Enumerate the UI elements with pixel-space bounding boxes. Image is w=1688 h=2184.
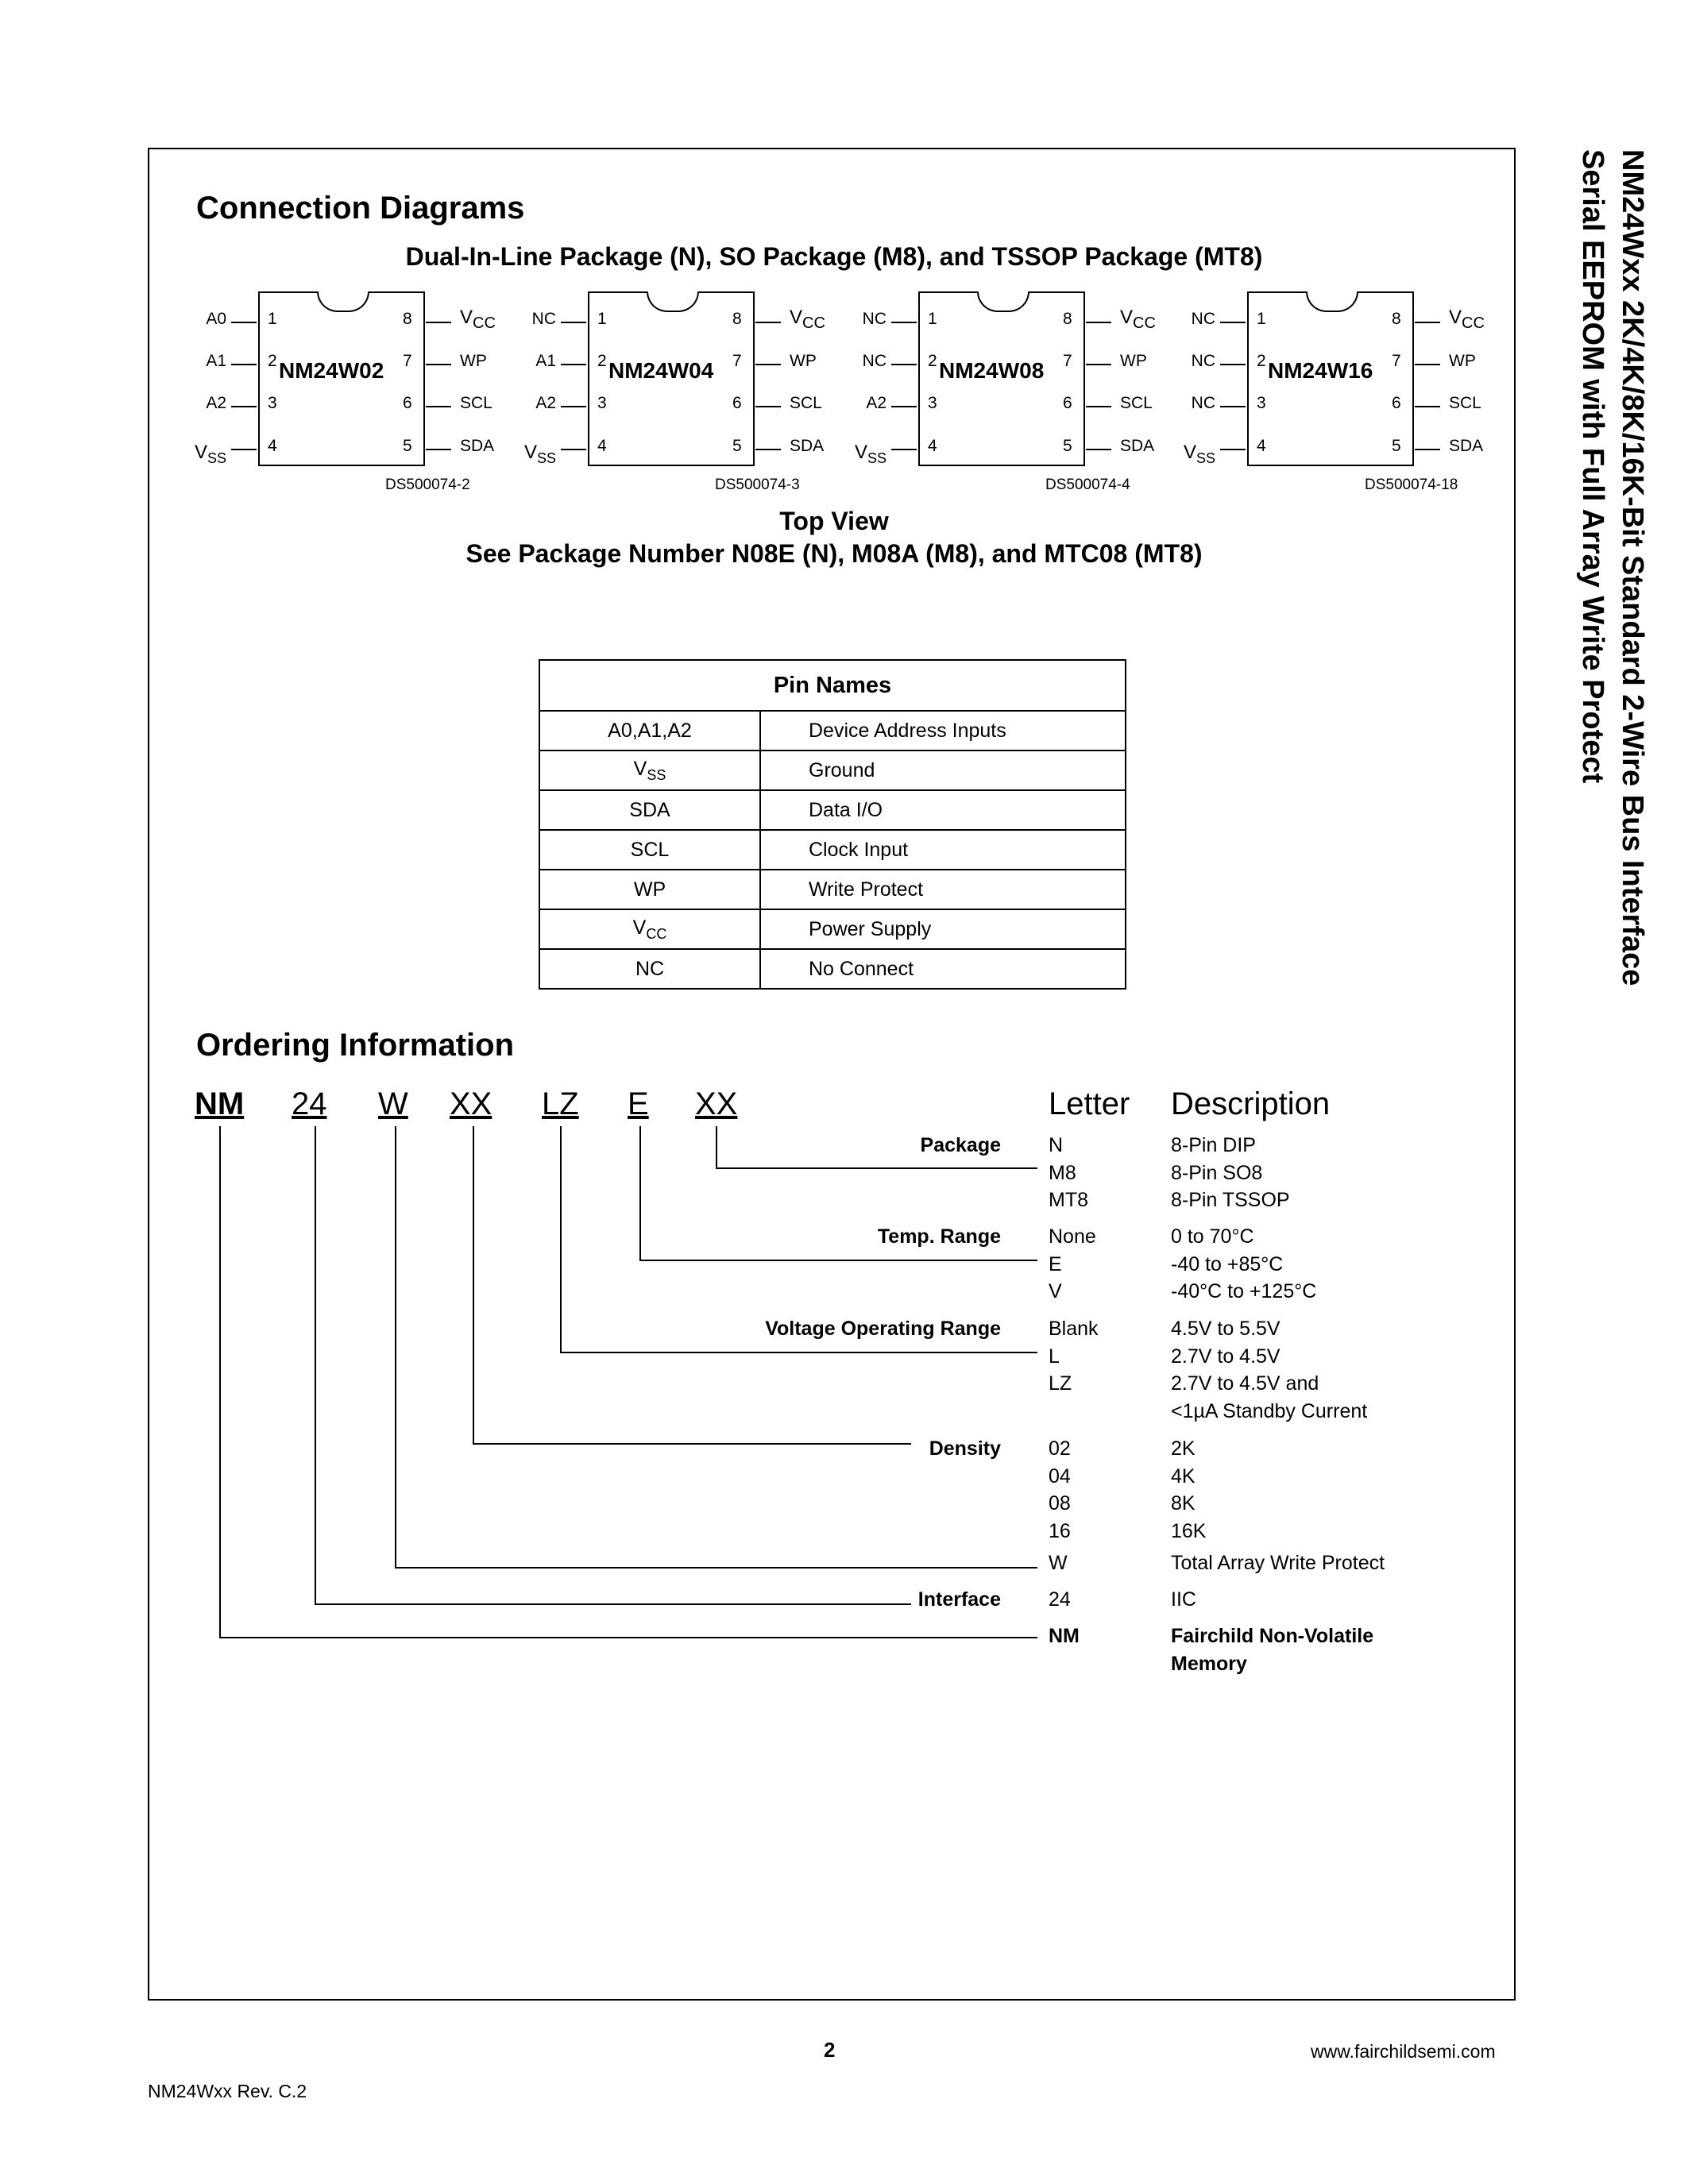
connector-voltage-h	[560, 1352, 1037, 1353]
pin-lead	[231, 364, 257, 365]
pin-number: 3	[928, 394, 937, 412]
option-letter: 24	[1049, 1588, 1071, 1611]
pin-label-text: NC	[1191, 310, 1215, 328]
pin-label-text: A2	[535, 394, 556, 412]
pin-lead	[231, 449, 257, 450]
code-part-xx-density: XX	[450, 1086, 492, 1121]
pin-number: 1	[1257, 310, 1266, 328]
pin-names-row	[539, 711, 1126, 751]
option-description: 8-Pin DIP	[1171, 1134, 1256, 1156]
option-description: 8-Pin TSSOP	[1171, 1189, 1290, 1211]
ordering-field-label: Density	[929, 1437, 1001, 1460]
connector-w-h	[395, 1567, 1037, 1569]
pin-lead	[891, 364, 917, 365]
pin-lead	[561, 322, 586, 323]
pin-name-text: SCL	[630, 838, 670, 861]
pin-number: 4	[928, 437, 937, 455]
pin-label-text: WP	[790, 352, 817, 370]
option-letter: M8	[1049, 1161, 1076, 1184]
option-letter: None	[1049, 1225, 1096, 1248]
pin-name-text: V	[633, 757, 647, 780]
pin-number: 7	[1063, 352, 1072, 370]
option-description: 2.7V to 4.5V and	[1171, 1372, 1319, 1395]
pin-label	[508, 394, 556, 413]
pin-number: 2	[1257, 352, 1266, 370]
pin-number: 8	[1063, 310, 1072, 328]
pin-label-subscript: SS	[207, 450, 226, 466]
pin1-notch	[317, 291, 369, 312]
pin-label	[1120, 352, 1147, 371]
connector-density-v	[473, 1126, 474, 1443]
pin-number: 8	[1392, 310, 1401, 328]
pin-name-cell	[539, 870, 760, 909]
pin-number: 6	[1063, 394, 1072, 412]
pin-name-text: A0,A1,A2	[608, 719, 692, 742]
pin-label	[179, 394, 226, 413]
pin-label	[790, 352, 817, 371]
pin-number: 7	[732, 352, 742, 370]
pin-label-text: V	[1449, 307, 1462, 328]
pin-description-cell: Power Supply	[760, 909, 1126, 949]
drawing-number: DS500074-18	[1365, 477, 1458, 493]
option-description: 2K	[1171, 1437, 1196, 1460]
pin-lead	[1415, 364, 1440, 365]
option-description: 2.7V to 4.5V	[1171, 1345, 1280, 1368]
pin-lead	[1220, 364, 1246, 365]
code-part-w: W	[378, 1086, 408, 1121]
option-description: 8-Pin SO8	[1171, 1161, 1263, 1184]
pin-name-text: NC	[635, 957, 665, 980]
pin-label-subscript: SS	[1196, 450, 1215, 466]
pin-lead	[561, 449, 586, 450]
pin-number: 6	[732, 394, 742, 412]
option-letter: Blank	[1049, 1318, 1099, 1340]
drawing-number: DS500074-3	[715, 477, 800, 493]
pin-label	[790, 394, 822, 413]
connector-nm-h	[219, 1637, 1037, 1638]
connection-heading: Connection Diagrams	[196, 191, 525, 226]
code-part-lz: LZ	[542, 1086, 579, 1121]
pin-number: 8	[732, 310, 742, 328]
pin-name-text: V	[632, 916, 647, 939]
pin-lead	[755, 364, 781, 365]
pin-label-text: SDA	[1449, 437, 1484, 455]
ic-package-body	[588, 291, 755, 466]
pin-number: 2	[597, 352, 607, 370]
option-letter: 04	[1049, 1464, 1071, 1488]
option-letter: LZ	[1049, 1372, 1072, 1395]
pin-lead	[231, 406, 257, 407]
option-description: 4K	[1171, 1464, 1196, 1488]
pin-label-text: V	[1120, 307, 1134, 328]
pin-label-text: SCL	[1449, 394, 1481, 412]
pin-name-cell	[539, 949, 760, 989]
option-description: 0 to 70°C	[1171, 1225, 1254, 1248]
pin-lead	[755, 322, 781, 323]
drawing-number: DS500074-2	[385, 477, 470, 493]
pin-description-cell: No Connect	[760, 949, 1126, 989]
pin-label-text: A1	[206, 352, 226, 370]
pin-lead	[1220, 322, 1246, 323]
pin-lead	[231, 322, 257, 323]
option-letter: W	[1049, 1552, 1068, 1574]
option-letter: N	[1049, 1134, 1064, 1156]
pin-label-text: A2	[206, 394, 226, 412]
pin-number: 1	[928, 310, 937, 328]
pin-label-text: SDA	[790, 437, 825, 455]
pin-name-cell	[539, 711, 760, 751]
ic-part-number: NM24W04	[608, 358, 714, 383]
pin-label	[1120, 307, 1156, 333]
pin-names-table	[539, 659, 1126, 990]
revision-label: NM24Wxx Rev. C.2	[148, 2081, 307, 2101]
ordering-field-label: Temp. Range	[877, 1225, 1001, 1248]
pin-label-subscript: CC	[1133, 314, 1156, 332]
pin-number: 8	[403, 310, 412, 328]
pin-lead	[1415, 449, 1440, 450]
pin-label	[839, 394, 886, 413]
option-letter: 16	[1049, 1519, 1071, 1542]
pin-label	[460, 352, 487, 371]
pin-label-text: V	[1183, 442, 1196, 463]
ordering-heading: Ordering Information	[196, 1028, 514, 1063]
pin-name-cell	[539, 751, 760, 790]
option-letter: 08	[1049, 1492, 1071, 1515]
pin-number: 6	[403, 394, 412, 412]
pin-label	[839, 352, 886, 371]
letter-column-header: Letter	[1049, 1086, 1130, 1121]
pin-number: 5	[403, 437, 412, 455]
pin-description-cell: Ground	[760, 751, 1126, 790]
pin-label-text: A1	[535, 352, 556, 370]
option-letter: MT8	[1049, 1189, 1088, 1211]
pin-label	[179, 442, 226, 467]
pin-label-text: NC	[531, 310, 556, 328]
pin-label-subscript: CC	[473, 314, 496, 332]
pin-name-subscript: SS	[647, 766, 666, 783]
pin-label-text: NC	[862, 310, 886, 328]
pin-label	[508, 310, 556, 329]
pin-names-row	[539, 909, 1126, 949]
ordering-field-label: Voltage Operating Range	[765, 1318, 1001, 1340]
website-link[interactable]: www.fairchildsemi.com	[1311, 2041, 1496, 2062]
connector-nm-v	[219, 1126, 221, 1637]
pin-names-row	[539, 949, 1126, 989]
ic-package-body	[258, 291, 425, 466]
pin-lead	[891, 406, 917, 407]
code-part-e: E	[628, 1086, 649, 1121]
pin-label	[1449, 352, 1476, 371]
pin-label	[1120, 437, 1154, 456]
pin-number: 1	[268, 310, 277, 328]
connection-subheading: Dual-In-Line Package (N), SO Package (M8), and TSSOP Package (MT8)	[405, 242, 1263, 271]
pin-label-subscript: SS	[536, 450, 556, 466]
pin-label-text: NC	[862, 352, 886, 370]
pin-label-text: V	[194, 442, 207, 463]
pin-label	[1449, 394, 1481, 413]
pin-name-cell	[539, 790, 760, 830]
pin-number: 2	[268, 352, 277, 370]
code-part-24: 24	[292, 1086, 327, 1121]
pin-label-text: A0	[206, 310, 226, 328]
pin-label-text: WP	[460, 352, 487, 370]
pin-lead	[561, 406, 586, 407]
connector-voltage-v	[560, 1126, 562, 1352]
ic-part-number: NM24W08	[939, 358, 1045, 383]
option-letter: NM	[1049, 1625, 1080, 1647]
pin-label-text: WP	[1449, 352, 1476, 370]
pin-label	[460, 307, 496, 333]
pin-label-text: SDA	[1120, 437, 1155, 455]
pin-description-cell: Data I/O	[760, 790, 1126, 830]
pin-label-text: V	[790, 307, 803, 328]
pin-number: 5	[1392, 437, 1401, 455]
pin-lead	[1086, 449, 1111, 450]
connector-temp-h	[639, 1260, 1037, 1261]
pin-label	[1168, 352, 1215, 371]
code-part-nm: NM	[195, 1086, 245, 1121]
pin-number: 5	[732, 437, 742, 455]
pin-lead	[891, 322, 917, 323]
pin-names-row	[539, 830, 1126, 870]
pin1-notch	[1306, 291, 1358, 312]
pin-number: 3	[268, 394, 277, 412]
option-description: Fairchild Non-Volatile	[1171, 1625, 1374, 1647]
pin-label	[508, 442, 556, 467]
pin-lead	[1086, 406, 1111, 407]
pin-label	[839, 310, 886, 329]
pin-label-text: V	[854, 442, 867, 463]
pin-lead	[1086, 322, 1111, 323]
pin-number: 2	[928, 352, 937, 370]
pin-label-subscript: CC	[802, 314, 825, 332]
pin-label	[790, 307, 825, 333]
pin-label	[1168, 310, 1215, 329]
option-description: 16K	[1171, 1519, 1207, 1542]
pin-number: 7	[1392, 352, 1401, 370]
pin-label-text: WP	[1120, 352, 1147, 370]
option-description: 4.5V to 5.5V	[1171, 1318, 1280, 1340]
option-description: <1µA Standby Current	[1171, 1399, 1368, 1422]
pin-number: 7	[403, 352, 412, 370]
pin-lead	[426, 364, 451, 365]
pin-lead	[1415, 322, 1440, 323]
pin-label	[1449, 307, 1485, 333]
pin-label-subscript: CC	[1462, 314, 1485, 332]
pin-description-cell: Device Address Inputs	[760, 711, 1126, 751]
pin1-notch	[647, 291, 699, 312]
pin-names-row	[539, 870, 1126, 909]
ordering-field-label: Interface	[917, 1588, 1001, 1611]
connector-interface-v	[315, 1126, 316, 1603]
pin-lead	[561, 364, 586, 365]
pin-lead	[426, 449, 451, 450]
pin-lead	[1220, 406, 1246, 407]
pin-lead	[1415, 406, 1440, 407]
pin-label-text: NC	[1191, 352, 1215, 370]
ic-package-body	[918, 291, 1085, 466]
description-column-header: Description	[1171, 1086, 1331, 1121]
pin-name-text: SDA	[629, 798, 670, 821]
pin-label	[179, 352, 226, 371]
pin-label	[460, 437, 494, 456]
pin-label-text: SDA	[460, 437, 495, 455]
pin-number: 3	[597, 394, 607, 412]
pin-label-text: NC	[1191, 394, 1215, 412]
pin-label	[1449, 437, 1483, 456]
pin-number: 4	[1257, 437, 1266, 455]
option-description: IIC	[1171, 1588, 1196, 1611]
pin-label-text: A2	[866, 394, 886, 412]
option-description: 8K	[1171, 1492, 1196, 1515]
package-number-note: See Package Number N08E (N), M08A (M8), and MTC08 (MT8)	[465, 539, 1203, 568]
side-title-line1: NM24Wxx 2K/4K/8K/16K-Bit Standard 2-Wire Bus Interface	[1616, 149, 1649, 986]
option-description: -40°C to +125°C	[1171, 1280, 1317, 1302]
pin-lead	[1086, 364, 1111, 365]
ic-part-number: NM24W16	[1268, 358, 1373, 383]
drawing-number: DS500074-4	[1045, 477, 1130, 493]
code-part-xx-package: XX	[695, 1086, 738, 1121]
pin-label-subscript: SS	[867, 450, 886, 466]
top-view-label: Top View	[779, 507, 889, 535]
pin1-notch	[977, 291, 1029, 312]
option-description: Total Array Write Protect	[1171, 1552, 1385, 1574]
side-title-line2: Serial EEPROM with Full Array Write Protect	[1576, 149, 1609, 784]
pin-lead	[426, 406, 451, 407]
option-description: -40 to +85°C	[1171, 1252, 1284, 1275]
ic-package-body	[1247, 291, 1414, 466]
pin-label	[1120, 394, 1153, 413]
ordering-field-label: Package	[920, 1134, 1001, 1156]
pin-label	[179, 310, 226, 329]
option-letter: E	[1049, 1252, 1062, 1275]
page-number: 2	[824, 2038, 836, 2062]
option-letter: V	[1049, 1280, 1062, 1302]
pin-number: 4	[268, 437, 277, 455]
pin-name-text: WP	[633, 878, 666, 901]
pin-label	[460, 394, 492, 413]
pin-lead	[891, 449, 917, 450]
pin-label	[1168, 394, 1215, 413]
pin-description-cell: Clock Input	[760, 830, 1126, 870]
pin-name-subscript: CC	[646, 925, 667, 942]
pin-label	[839, 442, 886, 467]
pin-number: 4	[597, 437, 607, 455]
ic-part-number: NM24W02	[279, 358, 384, 383]
pin-names-title: Pin Names	[539, 660, 1126, 711]
pin-number: 5	[1063, 437, 1072, 455]
pin-lead	[426, 322, 451, 323]
pin-label-text: SCL	[1120, 394, 1153, 412]
option-letter: 02	[1049, 1437, 1071, 1460]
pin-name-cell	[539, 830, 760, 870]
pin-names-row	[539, 751, 1126, 790]
pin-number: 1	[597, 310, 607, 328]
option-description: Memory	[1171, 1652, 1247, 1675]
pin-number: 3	[1257, 394, 1266, 412]
pin-name-cell	[539, 909, 760, 949]
pin-description-cell: Write Protect	[760, 870, 1126, 909]
pin-lead	[755, 406, 781, 407]
pin-label	[1168, 442, 1215, 467]
connector-w-v	[395, 1126, 396, 1567]
pin-label-text: V	[523, 442, 537, 463]
pin-number: 6	[1392, 394, 1401, 412]
pin-label-text: SCL	[790, 394, 822, 412]
pin-label-text: V	[460, 307, 473, 328]
option-letter: L	[1049, 1345, 1060, 1368]
pin-label	[790, 437, 824, 456]
pin-names-row	[539, 790, 1126, 830]
pin-label-text: SCL	[460, 394, 492, 412]
pin-lead	[1220, 449, 1246, 450]
pin-label	[508, 352, 556, 371]
connector-package-h	[716, 1167, 1037, 1169]
pin-lead	[755, 449, 781, 450]
